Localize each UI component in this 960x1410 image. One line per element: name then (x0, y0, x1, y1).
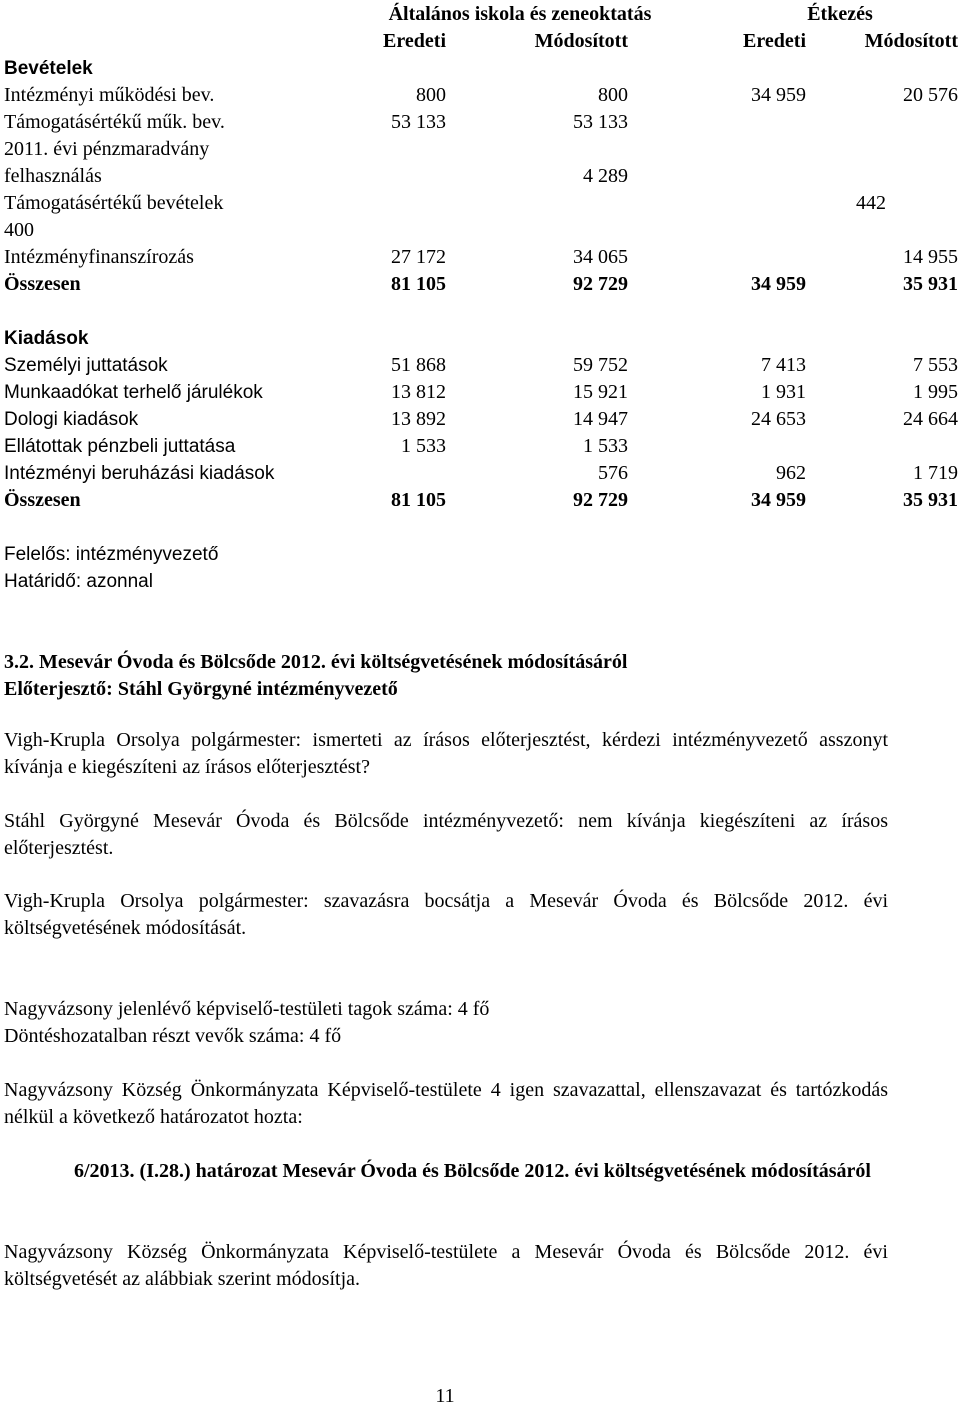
expense-row-value: 1 719 (913, 462, 958, 484)
responsible-line: Felelős: intézményvezető (4, 544, 219, 565)
expenses-total-value: 34 959 (751, 489, 806, 511)
expenses-total-value: 92 729 (573, 489, 628, 511)
expense-row-label: Dologi kiadások (4, 409, 139, 430)
income-row-label: 2011. évi pénzmaradvány (4, 138, 210, 160)
income-row-value: 4 289 (583, 165, 628, 187)
resolution-title: 6/2013. (I.28.) határozat Mesevár Óvoda és Bölcsőde 2012. évi költségvetésének módosításáról (74, 1160, 871, 1182)
paragraph-mayor-intro: Vigh-Krupla Orsolya polgármester: ismerteti az írásos előterjesztést, kérdezi intézményvezető asszonyt kívánja e kiegészíteni az írásos előterjesztést? (4, 729, 888, 778)
agenda-presenter: Előterjesztő: Stáhl Györgyné intézményvezető (4, 678, 398, 700)
expense-row-value: 962 (776, 462, 806, 484)
deadline-line: Határidő: azonnal (4, 571, 153, 592)
agenda-title: 3.2. Mesevár Óvoda és Bölcsőde 2012. évi költségvetésének módosításáról (4, 651, 628, 673)
expense-row-label: Ellátottak pénzbeli juttatása (4, 436, 236, 457)
expense-row-label: Intézményi beruházási kiadások (4, 463, 275, 484)
income-row-value: 53 133 (573, 111, 628, 133)
paragraph-vote-result: Nagyvázsony Község Önkormányzata Képviselő-testülete 4 igen szavazattal, ellenszavazat és tartózkodás nélkül a következő határozatot hozta: (4, 1079, 888, 1128)
expense-row-label: Személyi juttatások (4, 355, 168, 376)
income-row-value: 20 576 (903, 84, 958, 106)
expense-row-value: 576 (598, 462, 628, 484)
income-row-value: 442 (856, 192, 886, 214)
expenses-section-title: Kiadások (4, 328, 89, 349)
expense-row-value: 59 752 (573, 354, 628, 376)
expenses-total-value: 35 931 (903, 489, 958, 511)
income-row-value: 34 959 (751, 84, 806, 106)
expenses-total-value: 81 105 (391, 489, 446, 511)
income-total-label: Összesen (4, 273, 81, 295)
expense-row-value: 14 947 (573, 408, 628, 430)
income-row-label: Intézményfinanszírozás (4, 246, 194, 268)
expense-row-value: 7 553 (913, 354, 958, 376)
expenses-total-label: Összesen (4, 489, 81, 511)
voters-line: Döntéshozatalban részt vevők száma: 4 fő (4, 1025, 342, 1047)
expense-row-value: 1 995 (913, 381, 958, 403)
income-row-value: 14 955 (903, 246, 958, 268)
income-section-title: Bevételek (4, 58, 93, 79)
income-row-label: Támogatásértékű bevételek (4, 192, 224, 214)
income-row-value: 27 172 (391, 246, 446, 268)
income-row-label: 400 (4, 219, 34, 241)
income-row-label: Támogatásértékű műk. bev. (4, 111, 225, 133)
expense-row-value: 15 921 (573, 381, 628, 403)
expense-row-value: 1 533 (401, 435, 446, 457)
expense-row-value: 13 812 (391, 381, 446, 403)
paragraph-director-reply: Stáhl Györgyné Mesevár Óvoda és Bölcsőde intézményvezető: nem kívánja kiegészíteni az írásos előterjesztést. (4, 810, 888, 859)
income-row-value: 800 (416, 84, 446, 106)
members-present-line: Nagyvázsony jelenlévő képviselő-testületi tagok száma: 4 fő (4, 998, 490, 1020)
income-total-value: 81 105 (391, 273, 446, 295)
header-col-modified-2: Módosított (864, 30, 958, 52)
income-row-label: Intézményi működési bev. (4, 84, 215, 106)
header-col-original-1: Eredeti (383, 30, 446, 52)
page-number: 11 (435, 1385, 455, 1407)
expense-row-label: Munkaadókat terhelő járulékok (4, 382, 263, 403)
paragraph-mayor-vote-call: Vigh-Krupla Orsolya polgármester: szavazásra bocsátja a Mesevár Óvoda és Bölcsőde 2012. évi költségvetésének módosítását. (4, 890, 888, 939)
resolution-text: Nagyvázsony Község Önkormányzata Képviselő-testülete a Mesevár Óvoda és Bölcsőde 2012. évi költségvetését az alábbiak szerint módosítja. (4, 1241, 888, 1290)
header-col-original-2: Eredeti (743, 30, 806, 52)
income-total-value: 35 931 (903, 273, 958, 295)
expense-row-value: 51 868 (391, 354, 446, 376)
expense-row-value: 1 533 (583, 435, 628, 457)
expense-row-value: 1 931 (761, 381, 806, 403)
header-group-school: Általános iskola és zeneoktatás (388, 3, 652, 25)
income-total-value: 92 729 (573, 273, 628, 295)
expense-row-value: 24 653 (751, 408, 806, 430)
income-row-value: 53 133 (391, 111, 446, 133)
income-row-value: 800 (598, 84, 628, 106)
income-total-value: 34 959 (751, 273, 806, 295)
header-group-meals: Étkezés (807, 3, 873, 25)
expense-row-value: 13 892 (391, 408, 446, 430)
expense-row-value: 7 413 (761, 354, 806, 376)
income-row-value: 34 065 (573, 246, 628, 268)
header-col-modified-1: Módosított (534, 30, 628, 52)
expense-row-value: 24 664 (903, 408, 958, 430)
income-row-label: felhasználás (4, 165, 102, 187)
